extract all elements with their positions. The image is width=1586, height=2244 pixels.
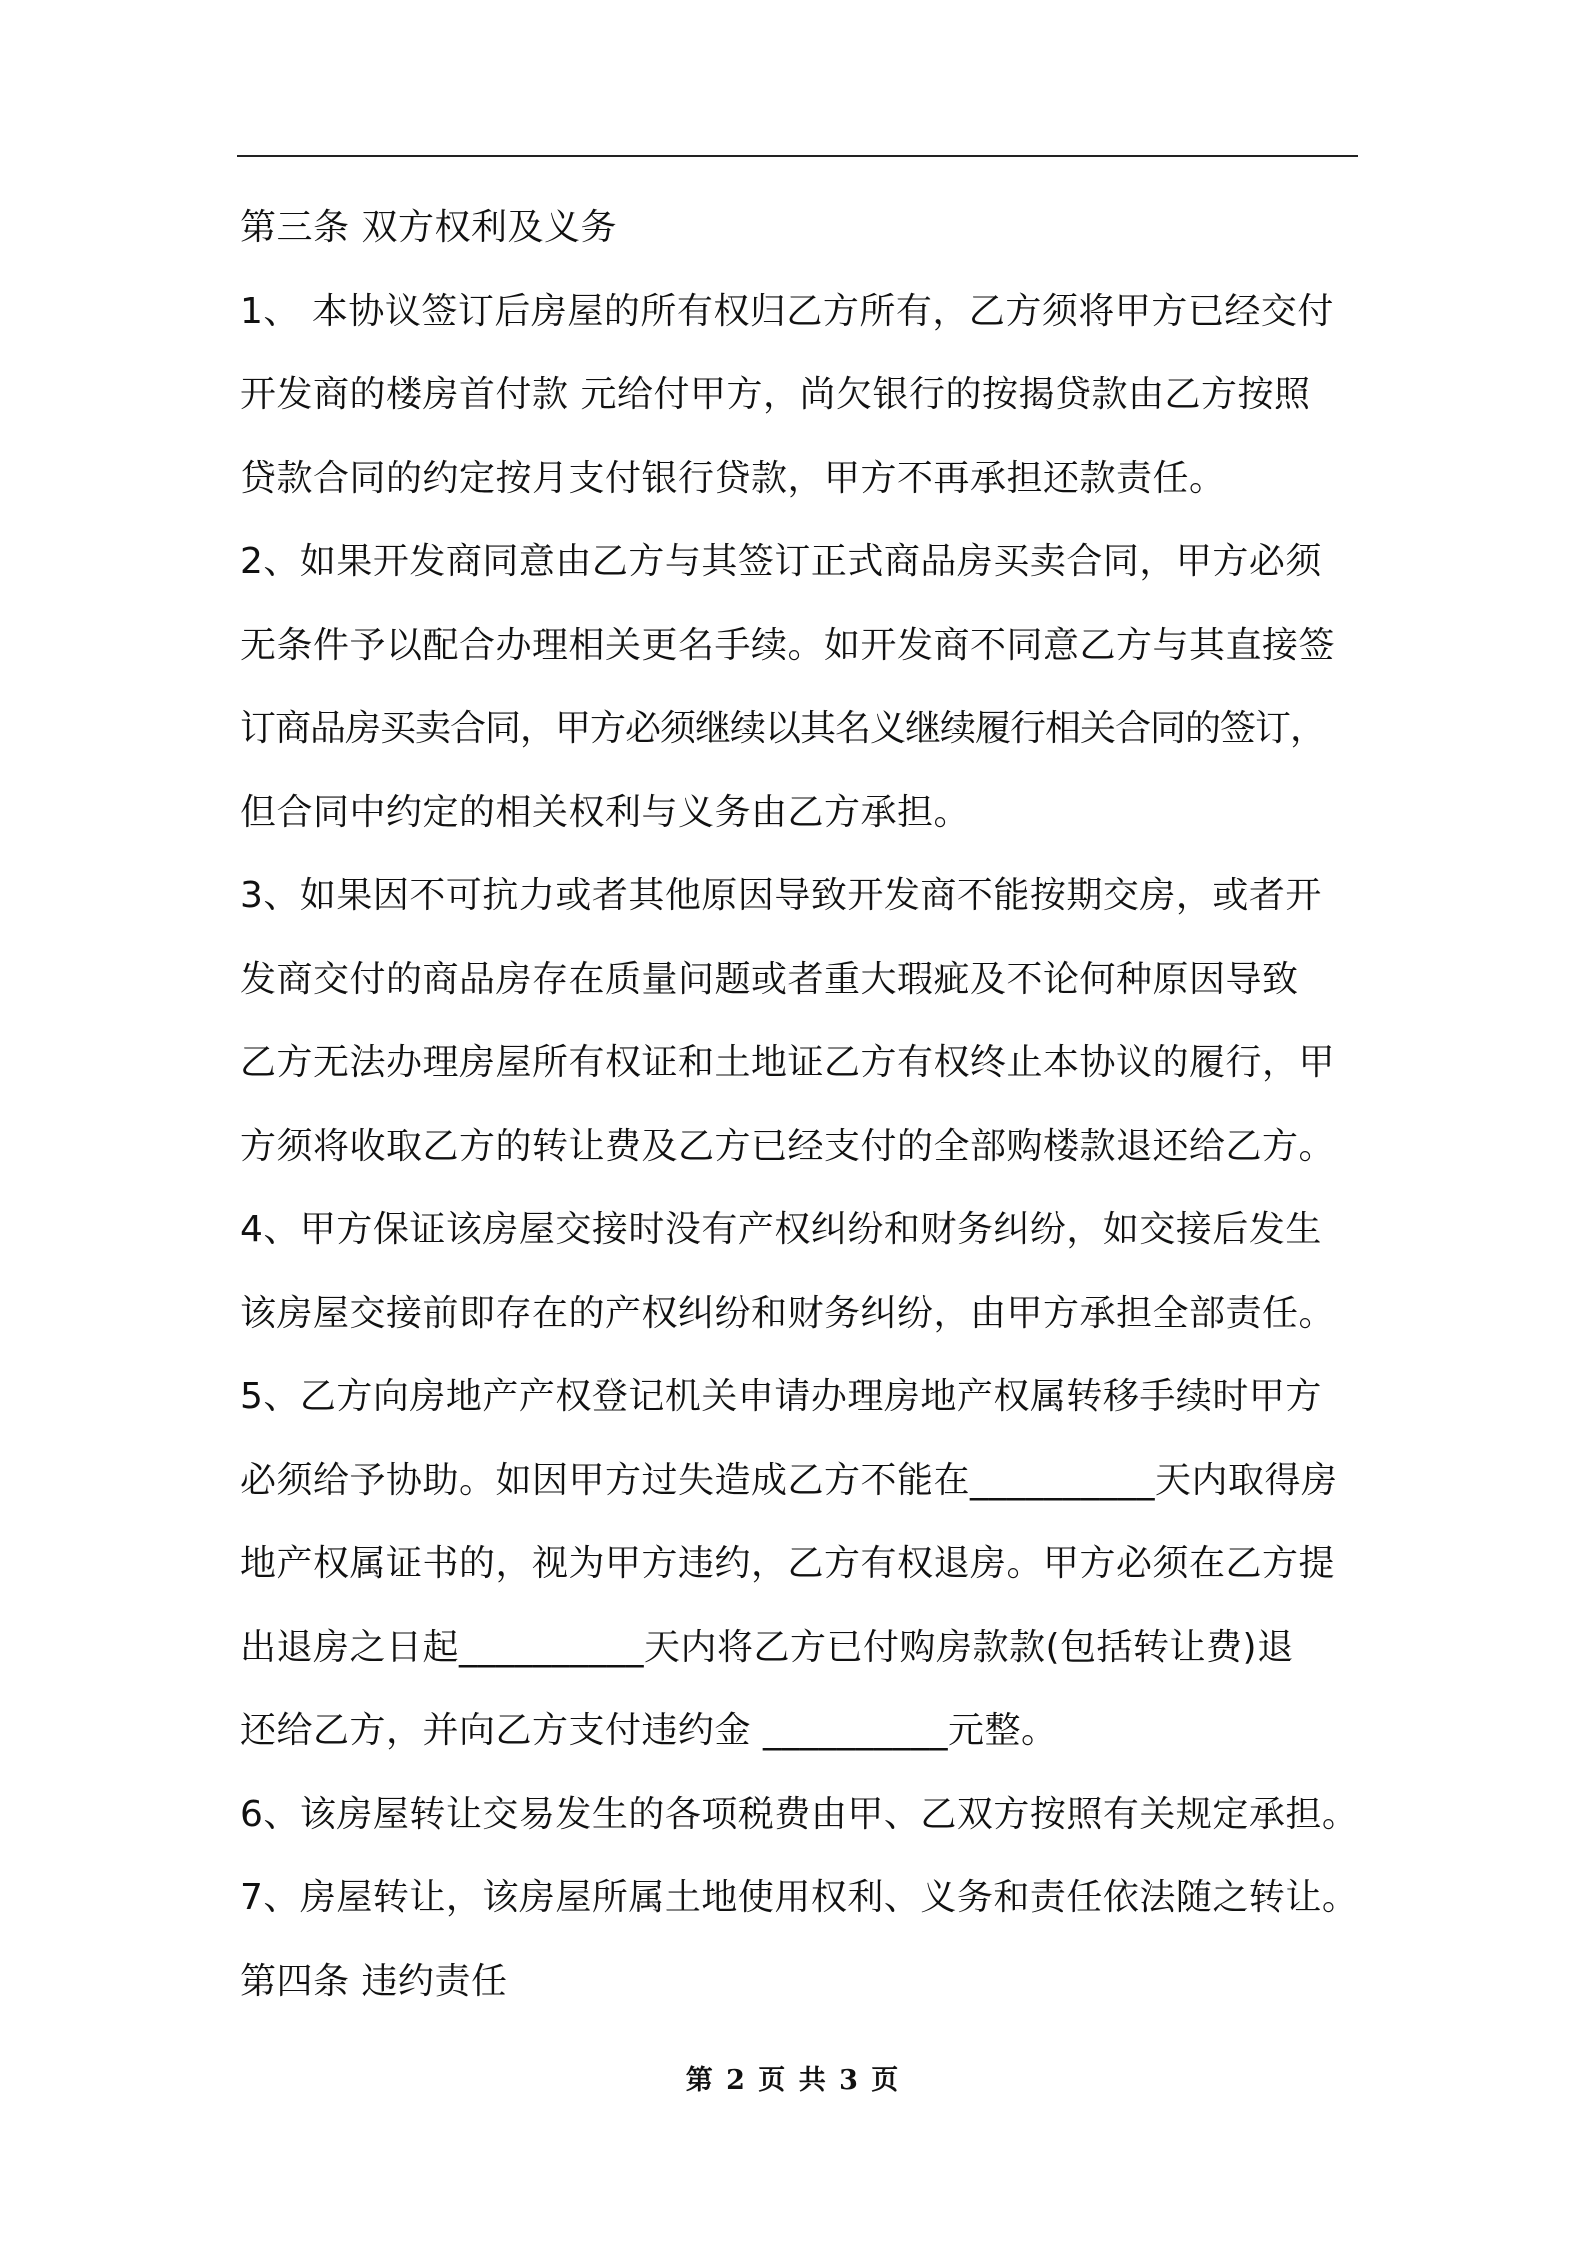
- text-line: 订商品房买卖合同，甲方必须继续以其名义继续履行相关合同的签订，: [240, 708, 1326, 749]
- text-line: 5、乙方向房地产产权登记机关申请办理房地产权属转移手续时甲方: [240, 1376, 1322, 1417]
- section-heading-article-3: 第三条 双方权利及义务: [240, 207, 617, 248]
- text-line: 贷款合同的约定按月支付银行贷款，甲方不再承担还款责任。: [240, 457, 1226, 499]
- text-line: 还给乙方，并向乙方支付违约金 __________元整。: [240, 1710, 1058, 1751]
- text-line: 方须将收取乙方的转让费及乙方已经支付的全部购楼款退还给乙方。: [240, 1125, 1336, 1167]
- text-line: 必须给予协助。如因甲方过失造成乙方不能在__________天内取得房: [240, 1459, 1338, 1501]
- text-line: 7、房屋转让，该房屋所属土地使用权利、义务和责任依法随之转让。: [240, 1877, 1359, 1918]
- page-number-footer: 第 2 页 共 3 页: [685, 2065, 901, 2096]
- text-line: 地产权属证书的，视为甲方违约，乙方有权退房。甲方必须在乙方提: [240, 1543, 1336, 1584]
- text-line: 开发商的楼房首付款 元给付甲方，尚欠银行的按揭贷款由乙方按照: [240, 374, 1311, 415]
- text-line: 发商交付的商品房存在质量问题或者重大瑕疵及不论何种原因导致: [240, 958, 1299, 1000]
- text-line: 无条件予以配合办理相关更名手续。如开发商不同意乙方与其直接签: [240, 624, 1336, 666]
- header-rule: [237, 155, 1358, 157]
- section-heading-article-4: 第四条 违约责任: [240, 1960, 508, 2002]
- text-line: 1、 本协议签订后房屋的所有权归乙方所有，乙方须将甲方已经交付: [240, 290, 1334, 332]
- text-line: 但合同中约定的相关权利与义务由乙方承担。: [240, 791, 971, 833]
- text-line: 4、甲方保证该房屋交接时没有产权纠纷和财务纠纷，如交接后发生: [240, 1209, 1322, 1250]
- text-line: 6、该房屋转让交易发生的各项税费由甲、乙双方按照有关规定承担。: [240, 1793, 1359, 1835]
- text-line: 2、如果开发商同意由乙方与其签订正式商品房买卖合同，甲方必须: [240, 541, 1322, 582]
- document-body: [240, 198, 1370, 2035]
- text-line: 出退房之日起__________天内将乙方已付购房款款(包括转让费)退: [240, 1626, 1294, 1668]
- text-line: 3、如果因不可抗力或者其他原因导致开发商不能按期交房，或者开: [240, 875, 1322, 916]
- text-line: 该房屋交接前即存在的产权纠纷和财务纠纷，由甲方承担全部责任。: [240, 1292, 1336, 1334]
- text-line: 乙方无法办理房屋所有权证和土地证乙方有权终止本协议的履行，甲: [240, 1042, 1336, 1083]
